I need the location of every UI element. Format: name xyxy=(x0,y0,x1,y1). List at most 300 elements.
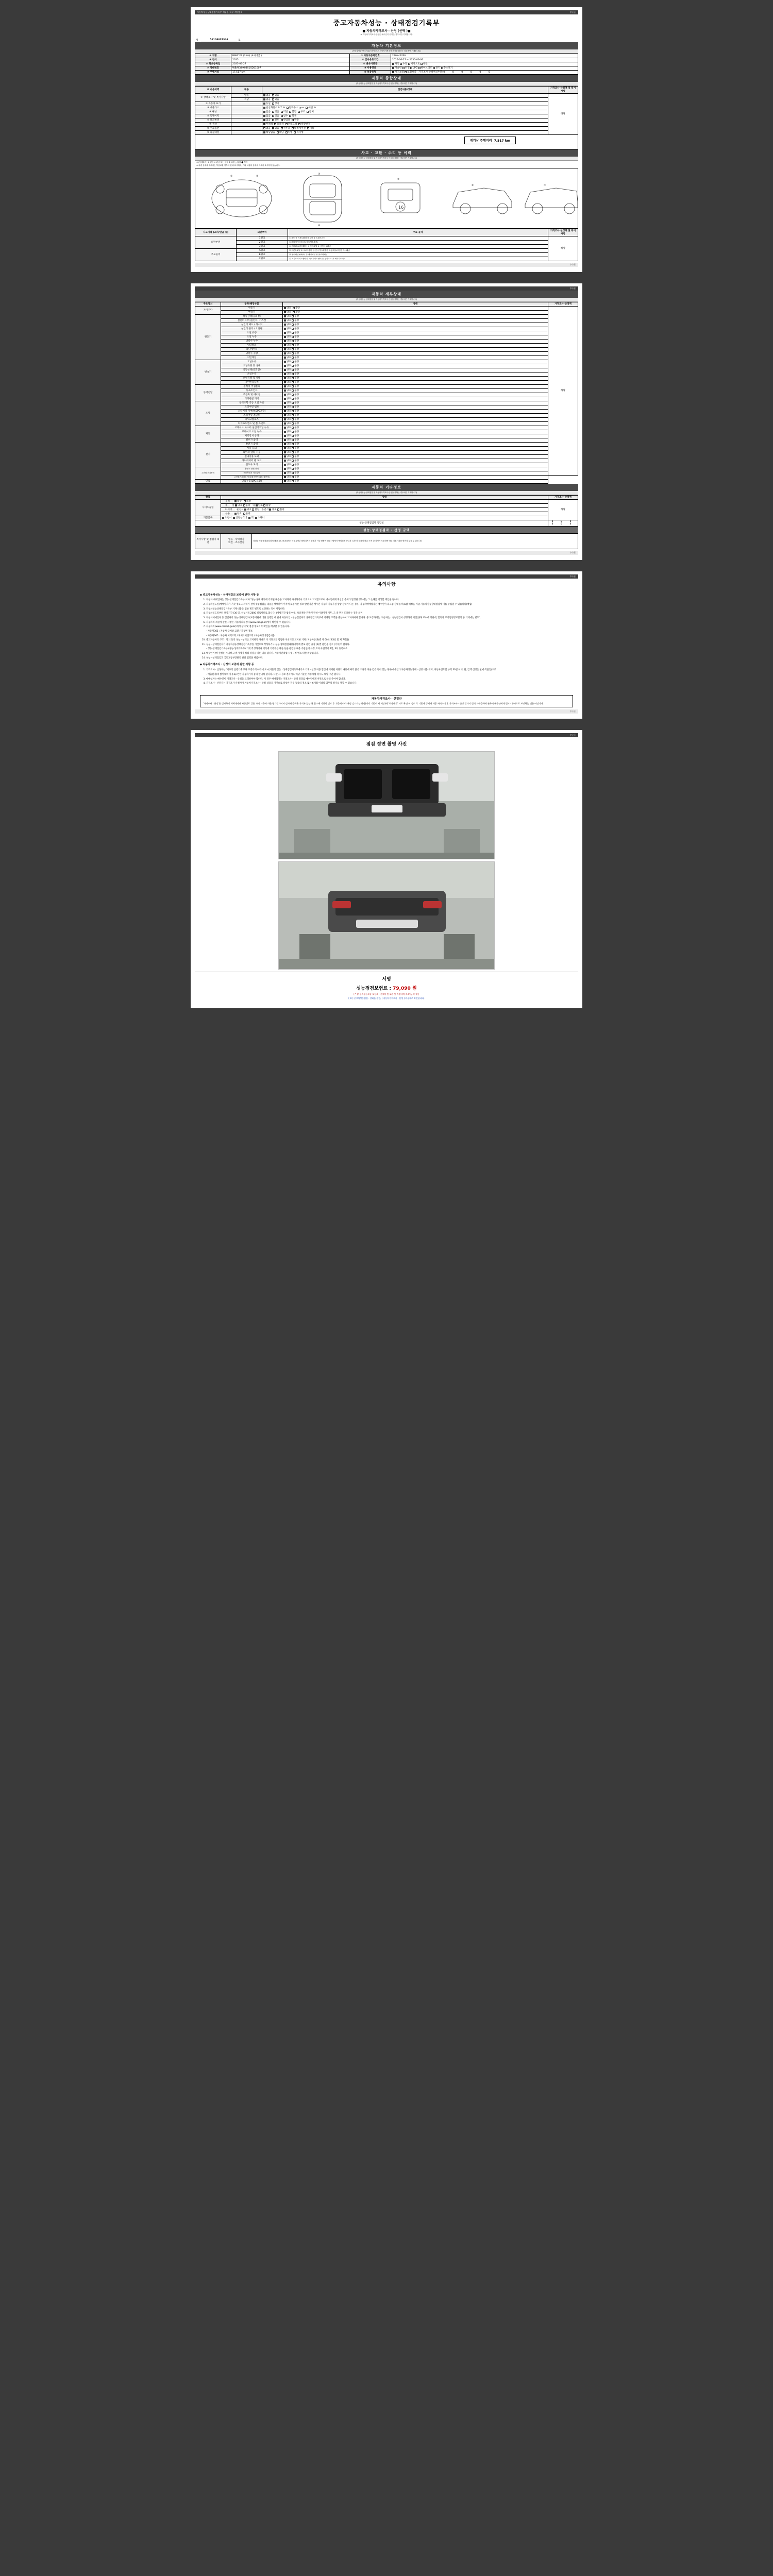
overall-0b-none-label: 없음 xyxy=(266,98,271,101)
page-2-footer-right: (사용) xyxy=(570,551,576,554)
basic-item-0[interactable] xyxy=(222,517,224,519)
el-3-bad-label: 불량 xyxy=(294,455,299,458)
pt-3-good[interactable] xyxy=(284,398,286,400)
basic-item-0-label: 요청서 xyxy=(225,517,232,519)
el-2-bad-label: 불량 xyxy=(294,451,299,454)
eng-6-good[interactable] xyxy=(284,340,286,342)
overall-1-diff[interactable] xyxy=(272,103,274,105)
br-1-good-label: 양호 xyxy=(287,431,291,433)
color-chroma[interactable] xyxy=(274,123,276,125)
notice-sec2-list xyxy=(200,669,573,686)
tire-driver-bad-label: 불량 xyxy=(255,509,260,511)
detail-br-status-0 xyxy=(283,426,548,430)
selfdiag-engine-good[interactable] xyxy=(284,307,286,309)
tire-pass-label: 동반석 xyxy=(261,509,269,511)
eng-3-bad[interactable] xyxy=(292,328,294,330)
transmission-opt-cvt: 무단 xyxy=(423,63,428,65)
footer-note-red: [ * ]자동차성능보증 보험료 : 중고차 및 교환 및 차량내역 제3자금액 적용 xyxy=(354,993,419,996)
tr-3-bad[interactable] xyxy=(292,373,294,375)
accident-legend-1: ※ (상태표시) ① 없음 ✕ 판금 또는 용접 ② 교환 △ 흠집 ⬤ 부식 xyxy=(196,161,248,163)
eng-5-bad[interactable] xyxy=(292,336,294,338)
basic-label-inspection: ④ 검사유효기간 xyxy=(350,58,391,62)
eng-9-good-label: 양호 xyxy=(287,352,291,355)
eng-4-bad-label: 불량 xyxy=(294,332,299,334)
br-0-good[interactable] xyxy=(284,427,286,429)
option-yes[interactable] xyxy=(272,127,274,129)
detail-el-status-2 xyxy=(283,450,548,454)
br-2-good[interactable] xyxy=(284,435,286,437)
history-none[interactable] xyxy=(263,115,265,117)
st-4-good[interactable] xyxy=(284,418,286,420)
detail-eng-item-0: 작동상태(공회전) xyxy=(221,314,283,318)
page-3-top-right: (사용) xyxy=(570,574,576,578)
usechange-gov[interactable] xyxy=(292,119,294,121)
tr-5-bad-label: 불량 xyxy=(294,381,299,384)
st-0-good[interactable] xyxy=(284,402,286,404)
accident-main-title: 주요 골격 xyxy=(288,229,548,236)
page-2-footer xyxy=(195,551,578,555)
tr-0-good[interactable] xyxy=(284,361,286,363)
st-0-bad[interactable] xyxy=(292,402,294,404)
detail-tr-status-2 xyxy=(283,368,548,372)
st-2-good[interactable] xyxy=(284,410,286,412)
detail-el-status-5 xyxy=(283,463,548,467)
st-0-bad-label: 불량 xyxy=(294,402,299,404)
history-yes[interactable] xyxy=(272,115,274,117)
st-3-bad[interactable] xyxy=(292,414,294,416)
emission-smoke-check[interactable] xyxy=(306,107,308,109)
others-row-4 xyxy=(221,516,548,520)
tuning-device[interactable] xyxy=(307,111,309,113)
part-good[interactable] xyxy=(234,513,237,515)
basic-item-1[interactable] xyxy=(233,517,235,519)
st-4-good-label: 양호 xyxy=(287,418,291,421)
option-sunroof-label: 선루프 xyxy=(283,127,290,130)
st-3-good[interactable] xyxy=(284,414,286,416)
tr-4-good-label: 양호 xyxy=(287,377,291,380)
tire-driver-label: 운전석 xyxy=(237,509,244,511)
detail-br-status-2 xyxy=(283,434,548,438)
overall-row-label-5: ⑥ 용도변경 xyxy=(195,118,231,122)
fuel-check-diesel[interactable] xyxy=(402,67,405,69)
detail-pt-item-2: 추진축 및 베어링 xyxy=(221,393,283,397)
tire-pass-good[interactable] xyxy=(269,509,271,511)
notice-sec1-item-8: - 자동차365 : 자동차 이력조회 / 제때료이전조회 / 자동차정비점검내용 xyxy=(206,634,275,637)
basic-label-firstreg: ⑤ 최초등록일 xyxy=(195,62,231,66)
detail-eng-status-3 xyxy=(283,327,548,331)
overall-row-status-0 xyxy=(262,93,548,97)
accident-external-title: 외판부위 xyxy=(237,229,288,236)
st-3-good-label: 양호 xyxy=(287,414,291,417)
st-3-bad-label: 불량 xyxy=(294,414,299,417)
tire-pass-bad[interactable] xyxy=(277,509,279,511)
usechange-none-label: 없음 xyxy=(266,119,271,122)
overall-row-label-3: ④ 튜닝 xyxy=(195,110,231,114)
usechange-rent-label: 렌트 xyxy=(274,119,279,122)
detail-st-status-2 xyxy=(283,409,548,413)
option-etc[interactable] xyxy=(307,127,309,129)
doc-number-row xyxy=(195,38,578,42)
br-2-bad[interactable] xyxy=(292,435,294,437)
fuel-opt-diesel: 디젤 xyxy=(405,67,410,70)
st-5-good[interactable] xyxy=(284,422,286,425)
overall-1-same[interactable] xyxy=(263,103,265,105)
detail-group-selfdiag: 자기진단 xyxy=(195,306,221,314)
basic-label-mileage: ⑨ 주행거리 xyxy=(195,70,231,74)
el-4-bad[interactable] xyxy=(292,460,294,462)
others-row-2 xyxy=(221,507,548,512)
tuning-yes[interactable] xyxy=(272,111,274,113)
el-4-good[interactable] xyxy=(284,460,286,462)
el-3-bad[interactable] xyxy=(292,455,294,457)
eng-5-bad-label: 불량 xyxy=(294,336,299,338)
hv-2-bad[interactable] xyxy=(292,476,294,478)
notice-sec2-head: ◆ 자동차가격조사 · 산정의 보증에 관한 사항 등 xyxy=(200,663,254,667)
notice-sec1-item-3: 4. 자동차인도일부터 보증기간 (30 일, 성능기록 2000 킬로미터로 봅니다) (성행기간 범위 이내, 보증계약 건별(발견하 이상이야 이후, 그 중 먼저 도래하는 것을 의미 xyxy=(206,612,573,616)
overall-row-sub-7 xyxy=(231,126,262,130)
selfdiag-trans-good[interactable] xyxy=(284,311,286,313)
el-5-good[interactable] xyxy=(284,464,286,466)
st-1-bad[interactable] xyxy=(292,406,294,408)
el-2-bad[interactable] xyxy=(292,451,294,453)
detail-el-item-1: 시동 모터 xyxy=(221,446,283,450)
option-sunroof[interactable] xyxy=(281,127,283,129)
warranty-check-insurance[interactable] xyxy=(405,71,407,73)
option-nav[interactable] xyxy=(292,127,294,129)
emission-co-check[interactable] xyxy=(263,107,265,109)
detail-tr-status-3 xyxy=(283,372,548,376)
page-3 xyxy=(191,571,582,719)
eng-2-good[interactable] xyxy=(284,324,286,326)
car-diagram-svg xyxy=(195,168,579,228)
recall-done[interactable] xyxy=(285,131,288,133)
detail-table xyxy=(195,302,578,484)
eng-8-good-label: 양호 xyxy=(287,348,291,351)
tr-4-bad[interactable] xyxy=(292,377,294,379)
eng-10-good-label: 양호 xyxy=(287,357,291,359)
eng-6-bad[interactable] xyxy=(292,340,294,342)
detail-st-item-0: 동력조향 작동 오일 누유 xyxy=(221,401,283,405)
others-head-status: 상태 xyxy=(221,495,548,499)
el-4-good-label: 양호 xyxy=(287,460,291,462)
history-flood[interactable] xyxy=(281,115,283,117)
doc-number-value: 56108037346 xyxy=(201,38,237,42)
detail-eng-status-4 xyxy=(283,331,548,335)
el-0-bad-label: 불량 xyxy=(294,443,299,446)
recall-notdone-label: 미이행 xyxy=(296,131,304,134)
notice-box xyxy=(200,695,573,708)
detail-tr-status-4 xyxy=(283,376,548,380)
overall-row-status-7 xyxy=(262,126,548,130)
usechange-rent[interactable] xyxy=(272,119,274,121)
detail-eng-status-10 xyxy=(283,355,548,360)
notice-sec1-item-12: 13. 매수인이(매 신청은 시내행 고객 자체가 직접 위험을 따른 내용 합니다. 자동차관리법 시행규칙 별표 의한 차량입니다. xyxy=(206,652,573,656)
st-5-bad[interactable] xyxy=(292,422,294,425)
fuel-check-hydrogen[interactable] xyxy=(441,67,443,69)
overall-row-status-1 xyxy=(262,101,548,106)
overall-0b-none[interactable] xyxy=(263,98,265,100)
detail-eng-status-8 xyxy=(283,347,548,351)
basic-item-2-label: 잭 xyxy=(251,517,254,519)
transmission-check-auto[interactable] xyxy=(392,63,394,65)
detail-el-item-5: 윈도우 모터 xyxy=(221,463,283,467)
el-1-good[interactable] xyxy=(284,447,286,449)
basic-item-2[interactable] xyxy=(248,517,250,519)
color-full[interactable] xyxy=(285,123,288,125)
section-others-band: 자동차 기타정보 xyxy=(195,484,578,491)
eng-8-good[interactable] xyxy=(284,348,286,350)
hv-0-bad[interactable] xyxy=(292,468,294,470)
wheel-rear-bad[interactable] xyxy=(263,504,265,506)
br-0-good-label: 양호 xyxy=(287,427,291,429)
overall-0b-yes[interactable] xyxy=(272,98,274,100)
tr-3-good[interactable] xyxy=(284,373,286,375)
emission-hc-check[interactable] xyxy=(287,107,289,109)
color-mono[interactable] xyxy=(263,123,265,125)
br-3-good-label: 양호 xyxy=(287,439,291,442)
detail-fu-item-0: 연료누출(LPG포함) xyxy=(221,479,283,483)
page-3-top-bar xyxy=(195,574,578,579)
tr-1-bad[interactable] xyxy=(292,365,294,367)
detail-tr-item-2: 작동상태(공회전) xyxy=(221,368,283,372)
notice-sec1-item-11: - 성능·상태점검기록부 (성능·상태기록부) 거짓 작성하거나 기록에 기록부를 따른 등을 관련한 내용 기관들이 규정, 2차 사업정지 5일, 3차 등록취소 xyxy=(206,648,348,651)
fu-0-bad[interactable] xyxy=(292,480,294,482)
br-3-good[interactable] xyxy=(284,439,286,441)
tr-0-bad[interactable] xyxy=(292,361,294,363)
selfdiag-trans-bad-label: 불량 xyxy=(295,311,300,314)
overall-head-price: 가격조사·산정액 및 특기사항 xyxy=(548,86,578,93)
pt-1-good[interactable] xyxy=(284,389,286,392)
overall-table xyxy=(195,86,578,135)
el-1-bad[interactable] xyxy=(292,447,294,449)
detail-hv-item-0: 충전구 절연 상태 xyxy=(221,467,283,471)
sideslip-in[interactable] xyxy=(234,500,237,502)
transmission-check-cvt[interactable] xyxy=(421,63,423,65)
detail-pt-item-1: 등속조인트 xyxy=(221,388,283,393)
recall-notdone[interactable] xyxy=(294,131,296,133)
el-3-good-label: 양호 xyxy=(287,455,291,458)
part-bad[interactable] xyxy=(243,513,245,515)
accident-grade-text-4: ⑭ 필러패널(A,B,C) ⑮ 대시패널 ⑯ 플로어패널 xyxy=(288,252,548,257)
overall-0-yes[interactable] xyxy=(272,94,274,96)
tr-2-bad[interactable] xyxy=(292,369,294,371)
history-fire[interactable] xyxy=(289,115,291,117)
hv-2-good[interactable] xyxy=(284,476,286,478)
pt-2-bad[interactable] xyxy=(292,394,294,396)
detail-head-item: 항목/해당부품 xyxy=(221,302,283,306)
eng-7-bad[interactable] xyxy=(292,344,294,346)
recall-na[interactable] xyxy=(263,131,265,133)
emission-smoke-value: % xyxy=(313,107,316,109)
el-0-good[interactable] xyxy=(284,443,286,445)
page-4-top-right: (사용) xyxy=(570,734,576,737)
br-1-good[interactable] xyxy=(284,431,286,433)
basic-value-name: BMW X7 (3.0d) (4세대급 ) xyxy=(231,54,350,58)
eng-8-bad[interactable] xyxy=(292,348,294,350)
basic-label-transmission: ⑥ 변속기종류 xyxy=(350,62,391,66)
wheel-front-good[interactable] xyxy=(235,504,237,506)
basic-value-vin: WBACY0X04S1SD51007 xyxy=(231,66,350,70)
br-0-bad[interactable] xyxy=(292,427,294,429)
tire-driver-good[interactable] xyxy=(244,509,246,511)
tr-5-good[interactable] xyxy=(284,381,286,383)
notice-sec1-item-13: 14. 성능 · 상태점검과 국토교통부장관의 관련 법령을 따릅니다. xyxy=(206,657,573,660)
eng-1-bad[interactable] xyxy=(292,319,294,321)
page-3-footer xyxy=(195,709,578,714)
pt-0-bad[interactable] xyxy=(292,385,294,387)
el-3-good[interactable] xyxy=(284,455,286,457)
transmission-check-semi[interactable] xyxy=(408,63,410,65)
br-1-bad[interactable] xyxy=(292,431,294,433)
mileage-gauge-box xyxy=(195,135,578,149)
usechange-biz-label: 영업용 xyxy=(283,119,290,122)
eng-10-good[interactable] xyxy=(284,357,286,359)
mileage-gauge-label: 계기상 주행거리 xyxy=(469,139,492,143)
usechange-biz[interactable] xyxy=(281,119,283,121)
tuning-structure[interactable] xyxy=(298,111,300,113)
detail-tr-item-3: 오일누유 xyxy=(221,372,283,376)
page-2 xyxy=(191,283,582,560)
others-group-sideslip: 사이드슬립 xyxy=(195,499,221,516)
el-5-bad[interactable] xyxy=(292,464,294,466)
st-2-bad[interactable] xyxy=(292,410,294,412)
selfdiag-engine-bad[interactable] xyxy=(293,307,295,309)
eng-7-good[interactable] xyxy=(284,344,286,346)
tuning-legal[interactable] xyxy=(281,111,283,113)
page-subtitle: ■ 자동차가격조사 · 산정 (선택 )■ xyxy=(362,29,411,33)
eng-9-good[interactable] xyxy=(284,352,286,354)
st-2-bad-label: 불량 xyxy=(294,410,299,413)
eng-10-bad[interactable] xyxy=(292,357,294,359)
basic-label-year: ③ 연식 xyxy=(195,58,231,62)
hv-1-good[interactable] xyxy=(284,472,286,474)
fuel-check-hybrid[interactable] xyxy=(418,67,421,69)
detail-st-status-1 xyxy=(283,405,548,409)
fuel-check-gasoline[interactable] xyxy=(392,67,394,69)
detail-eng-item-7: 워터펌프 xyxy=(221,343,283,347)
rear-underbody-photo xyxy=(278,861,495,970)
detail-tr-status-5 xyxy=(283,380,548,384)
eng-5-good[interactable] xyxy=(284,336,286,338)
emission-co-label: 일산화탄소 xyxy=(266,107,278,109)
detail-st-item-5: 타이로드엔드 및 볼 조인트 xyxy=(221,421,283,426)
transmission-check-manual[interactable] xyxy=(400,63,402,65)
fuel-check-lpg[interactable] xyxy=(410,67,412,69)
pt-1-bad[interactable] xyxy=(292,389,294,392)
eng-2-good-label: 양호 xyxy=(287,324,291,326)
el-2-good[interactable] xyxy=(284,451,286,453)
sign-body-text: 점검한 부품명칭(A타입에 대(3) (2,26,40)에는 비공유여부 불합니지의 발췌가 가능 불합은 검증시앱에서 예외피해 중고차 특성 상 발췌직 판금·도색 및 감정이 도움화에 따른 기본가치를 벗어나 있을 수 있습니다 xyxy=(252,533,578,549)
tr-5-bad[interactable] xyxy=(292,381,294,383)
pt-2-good-label: 양호 xyxy=(287,394,291,396)
eng-3-good[interactable] xyxy=(284,328,286,330)
basic-item-3[interactable] xyxy=(255,517,257,519)
tire-driver-bad[interactable] xyxy=(252,509,254,511)
hv-0-bad-label: 불량 xyxy=(294,468,299,470)
overall-head-usage: ※ 사용이력 xyxy=(195,86,231,93)
tuning-none[interactable] xyxy=(263,111,265,113)
mileage-gauge-number: 7,517 km xyxy=(494,139,510,143)
others-price-cell: 해당 xyxy=(548,499,578,520)
detail-tr-item-1: 오일유량 및 상태 xyxy=(221,364,283,368)
detail-el-status-0 xyxy=(283,442,548,446)
detail-el-item-0: 발전기 출력 xyxy=(221,442,283,446)
eng-9-bad[interactable] xyxy=(292,352,294,354)
st-1-good[interactable] xyxy=(284,406,286,408)
usechange-none[interactable] xyxy=(263,119,265,121)
overall-row-label-4: ⑤ 특별이력 xyxy=(195,114,231,118)
eng-5-good-label: 양호 xyxy=(287,336,291,338)
pt-2-good[interactable] xyxy=(284,394,286,396)
color-change[interactable] xyxy=(298,123,300,125)
pt-3-bad[interactable] xyxy=(292,398,294,400)
eng-0-bad[interactable] xyxy=(292,315,294,317)
detail-st-status-3 xyxy=(283,413,548,417)
overall-row-sub-6 xyxy=(231,122,262,126)
color-full-label: 전체도색 xyxy=(288,123,297,126)
tr-2-good[interactable] xyxy=(284,369,286,371)
overall-0-none[interactable] xyxy=(263,94,265,96)
fu-0-good[interactable] xyxy=(284,480,286,482)
br-3-bad[interactable] xyxy=(292,439,294,441)
fuel-check-ev[interactable] xyxy=(433,67,435,69)
others-row-0-label: 유격 xyxy=(222,500,233,503)
option-none[interactable] xyxy=(263,127,265,129)
overall-row-sub-8 xyxy=(231,130,262,134)
st-4-bad[interactable] xyxy=(292,418,294,420)
others-head-item: 항목 xyxy=(195,495,221,499)
detail-el-status-3 xyxy=(283,454,548,459)
hv-1-bad[interactable] xyxy=(292,472,294,474)
overall-row-label-7: ⑧ 주요옵션 xyxy=(195,126,231,130)
fu-0-bad-label: 불량 xyxy=(294,480,299,483)
wheel-rear-good[interactable] xyxy=(256,504,258,506)
svg-text:①: ① xyxy=(230,174,233,178)
tr-1-good[interactable] xyxy=(284,365,286,367)
el-5-bad-label: 불량 xyxy=(294,464,299,466)
detail-group-engine: 원동기 xyxy=(195,314,221,360)
eng-1-good[interactable] xyxy=(284,319,286,321)
eng-0-good[interactable] xyxy=(284,315,286,317)
tuning-illegal[interactable] xyxy=(289,111,291,113)
hv-0-good[interactable] xyxy=(284,468,286,470)
warranty-check-self[interactable] xyxy=(392,71,394,73)
detail-br-status-3 xyxy=(283,438,548,442)
eng-4-good[interactable] xyxy=(284,332,286,334)
tuning-yes-label: 있음 xyxy=(274,111,279,113)
sideslip-out[interactable] xyxy=(244,500,246,502)
br-3-bad-label: 불량 xyxy=(294,439,299,442)
el-0-bad[interactable] xyxy=(292,443,294,445)
tr-1-good-label: 양호 xyxy=(287,365,291,367)
selfdiag-trans-bad[interactable] xyxy=(293,311,295,313)
wheel-front-bad[interactable] xyxy=(243,504,245,506)
notice-sec2-item-0: 1. 가격조사 · 산정자는 '세부의 실행기준 보다 보증가의 아래에 표시(기준의 점은 · 상태점검기록부에기초 기재 · 산정 비용 합산에 기재된 차량의 내용에 따라 밝은 오류가 다른 검은 적이 있는 경우(매수인가 자동차성능상태 · 산정 내용 대비, 자동차인도일 부터 30일 이내, 단, 감액 신청은 판매·적품일(으로 xyxy=(206,669,573,672)
recall-yes[interactable] xyxy=(277,131,279,133)
overall-1-diff-label: 상이 xyxy=(274,103,279,105)
others-group-basic: 기본품목 xyxy=(195,516,221,520)
others-row-3 xyxy=(221,512,548,516)
pt-0-good[interactable] xyxy=(284,385,286,387)
footer-note-blue: [ ※ ] 중고차성능점검 · 상태를 점검, [ 자동차가격조사 · 산정 ] 비공개로 확인합니다. xyxy=(348,997,425,1000)
eng-2-bad[interactable] xyxy=(292,324,294,326)
tr-4-good[interactable] xyxy=(284,377,286,379)
eng-4-bad[interactable] xyxy=(292,332,294,334)
hv-2-bad-label: 불량 xyxy=(294,476,299,479)
pt-1-good-label: 양호 xyxy=(287,389,291,392)
eng-7-bad-label: 불량 xyxy=(294,344,299,347)
overall-row-sub-0b: 저당 xyxy=(231,97,262,101)
